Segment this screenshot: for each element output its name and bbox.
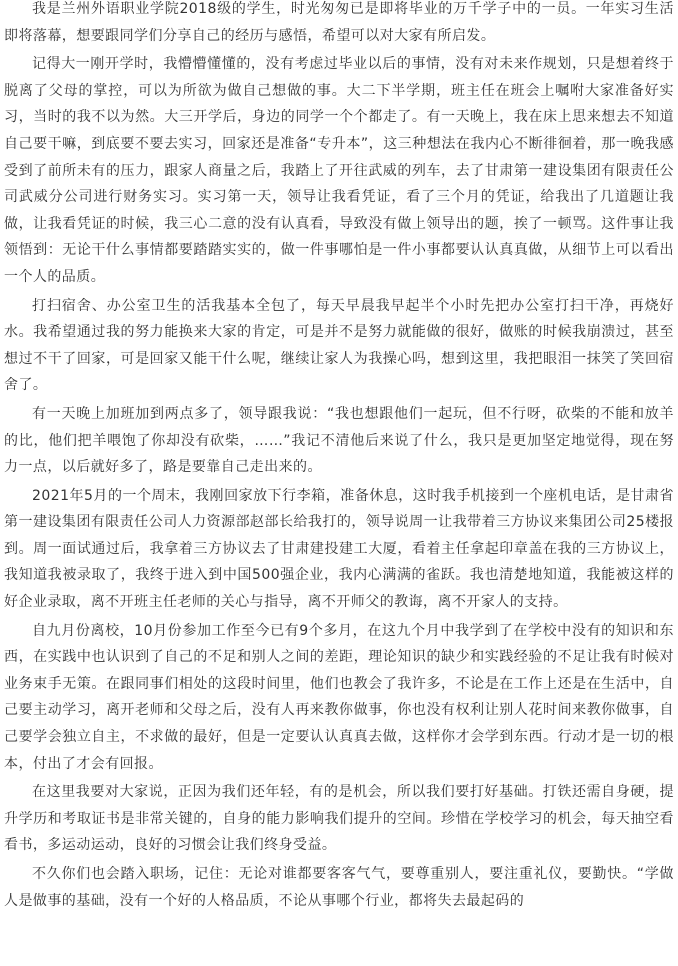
paragraph-intro: 我是兰州外语职业学院2018级的学生，时光匆匆已是即将毕业的万千学子中的一员。一年实习生活即将落幕，想要跟同学们分享自己的经历与感悟，希望可以对大家有所启发。 bbox=[4, 1, 674, 44]
paragraph-first-internship: 记得大一刚开学时，我懵懵懂懂的，没有考虑过毕业以后的事情，没有对未来作规划，只是想着终于脱离了父母的掌控，可以为所欲为做自己想做的事。大二下半学期，班主任在班会上嘱咐大家准备好实习，当时的我不以为然。大三开学后，身边的同学一个个都走了。有一天晚上，我在床上思来想去不知道自己要干嘛，到底要不要去实习，回家还是准备“专升本”，这三种想法在我内心不断徘徊着，那一晚我感受到了前所未有的压力，跟家人商量之后，我踏上了开往武威的列车，去了甘肃第一建设集团有限责任公司武威分公司进行财务实习。实习第一天，领导让我看凭证，看了三个月的凭证，给我出了几道题让我做，让我看凭证的时候，我三心二意的没有认真看，导致没有做上领导出的题，挨了一顿骂。这件事让我领悟到：无论干什么事情都要踏踏实实的，做一件事哪怕是一件小事都要认认真真做，从细节上可以看出一个人的品质。 bbox=[4, 56, 674, 285]
paragraph-office-duties: 打扫宿舍、办公室卫生的活我基本全包了，每天早晨我早起半个小时先把办公室打扫干净，再烧好水。我希望通过我的努力能换来大家的肯定，可是并不是努力就能做的很好，做账的时候我崩溃过，甚至想过不干了回家，可是回家又能干什么呢，继续让家人为我操心吗，想到这里，我把眼泪一抹笑了笑回宿舍了。 bbox=[4, 297, 674, 394]
paragraph-advice: 在这里我要对大家说，正因为我们还年轻，有的是机会，所以我们要打好基础。打铁还需自身硬，提升学历和考取证书是非常关键的，自身的能力影响我们提升的空间。珍惜在学校学习的机会，每天抽空看看书，多运动运动，良好的习惯会让我们终身受益。 bbox=[4, 784, 674, 854]
paragraph-workplace-tips: 不久你们也会踏入职场，记住：无论对谁都要客客气气，要尊重别人，要注重礼仪，要勤快。“学做人是做事的基础，没有一个好的人格品质，不论从事哪个行业，都将失去最起码的 bbox=[4, 866, 674, 909]
paragraph-job-offer: 2021年5月的一个周末，我刚回家放下行李箱，准备休息，这时我手机接到一个座机电话，是甘肃省第一建设集团有限责任公司人力资源部赵部长给我打的，领导说周一让我带着三方协议来集团公司25楼报到。周一面试通过后，我拿着三方协议去了甘肃建投建工大厦，看着主任拿起印章盖在我的三方协议上，我知道我被录取了，我终于进入到中国500强企业，我内心满满的雀跃。我也清楚地知道，我能被这样的好企业录取，离不开班主任老师的关心与指导，离不开师父的教诲，离不开家人的支持。 bbox=[4, 487, 674, 611]
paragraph-nine-months: 自九月份离校，10月份参加工作至今已有9个多月，在这九个月中我学到了在学校中没有的知识和东西，在实践中也认识到了自己的不足和别人之间的差距，理论知识的缺少和实践经验的不足让我有时候对业务束手无策。在跟同事们相处的这段时间里，他们也教会了我许多，不论是在工作上还是在生活中，自己要主动学习，离开老师和父母之后，没有人再来教你做事，你也没有权利让别人花时间来教你做事，自己要学会独立自主，不求做的最好，但是一定要认认真真去做，这样你才会学到东西。行动才是一切的根本，付出了才会有回报。 bbox=[4, 622, 674, 772]
paragraph-overtime-night: 有一天晚上加班加到两点多了，领导跟我说：“我也想跟他们一起玩，但不行呀，砍柴的不能和放羊的比，他们把羊喂饱了你却没有砍柴，……”我记不清他后来说了什么，我只是更加坚定地觉得，现在努力一点，以后就好多了，路是要靠自己走出来的。 bbox=[4, 405, 674, 476]
